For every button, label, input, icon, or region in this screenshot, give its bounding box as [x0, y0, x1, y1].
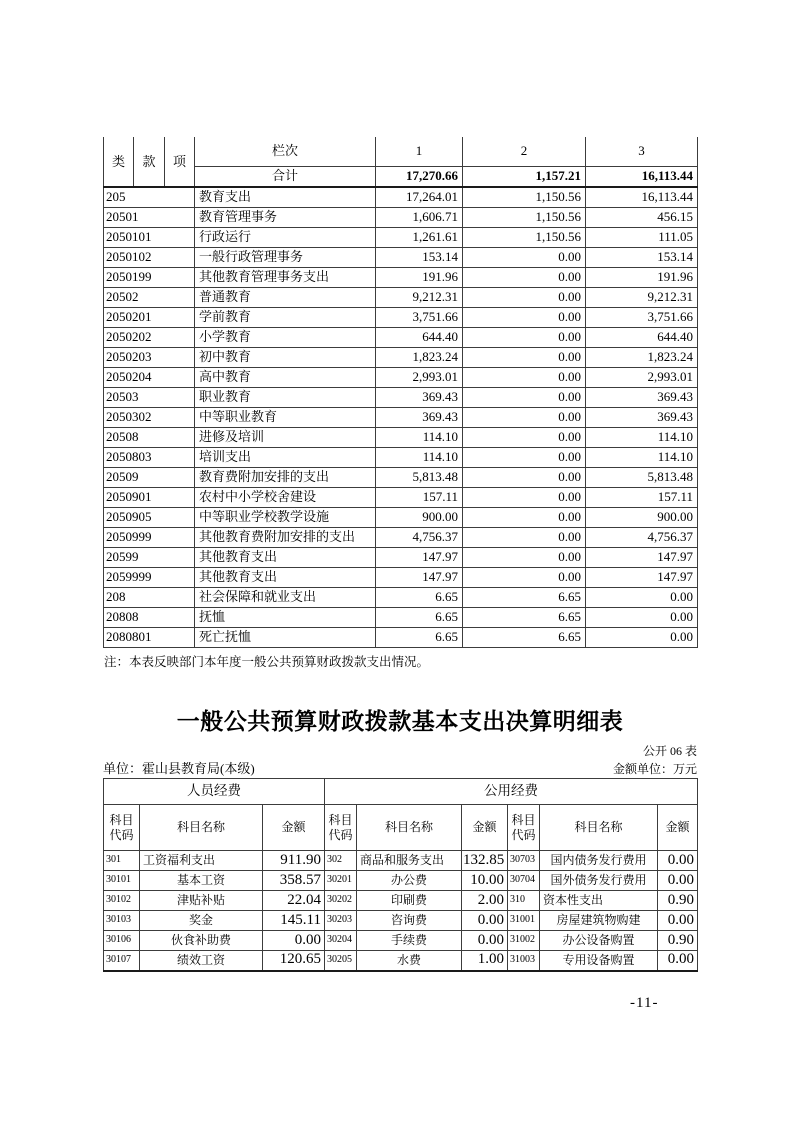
subject-amount: 1.00: [462, 951, 508, 971]
budget-item-name: 社会保障和就业支出: [195, 587, 376, 607]
subject-code: 302: [325, 851, 357, 871]
subject-name: 资本性支出: [540, 891, 658, 911]
table1-row: [104, 267, 698, 287]
budget-item-name: 农村中小学校舍建设: [195, 487, 376, 507]
header-col-1: 1: [376, 137, 463, 166]
budget-item-name: 普通教育: [195, 287, 376, 307]
subject-code: 30703: [508, 851, 540, 871]
budget-code: 2050302: [104, 407, 195, 427]
amount-col-1: 900.00: [376, 507, 463, 527]
budget-code: 2080801: [104, 627, 195, 647]
subject-code: 31002: [508, 931, 540, 951]
amount-col-1: 6.65: [376, 587, 463, 607]
subject-name: 国内债务发行费用: [540, 851, 658, 871]
table1-row: [104, 507, 698, 527]
amount-col-2: 0.00: [463, 467, 586, 487]
amount-col-2: 0.00: [463, 567, 586, 587]
amount-col-3: 369.43: [586, 407, 698, 427]
subject-name: 咨询费: [357, 911, 462, 931]
table1-row: [104, 587, 698, 607]
group-header-public: 公用经费: [325, 779, 698, 805]
header-subject-code-2: 科目代码: [325, 805, 357, 851]
table2-row: [104, 911, 698, 931]
header-section-label: 款: [134, 137, 165, 187]
amount-col-1: 644.40: [376, 327, 463, 347]
table1-row: [104, 627, 698, 647]
budget-code: 20808: [104, 607, 195, 627]
subject-name: 伙食补助费: [140, 931, 263, 951]
amount-col-3: 0.00: [586, 627, 698, 647]
amount-col-2: 0.00: [463, 407, 586, 427]
subject-amount: 0.00: [462, 931, 508, 951]
subject-name: 专用设备购置: [540, 951, 658, 971]
budget-item-name: 初中教育: [195, 347, 376, 367]
subject-amount: 0.90: [658, 931, 698, 951]
table1-row: [104, 447, 698, 467]
amount-col-1: 17,264.01: [376, 187, 463, 207]
subject-code: 30103: [104, 911, 140, 931]
budget-code: 20509: [104, 467, 195, 487]
budget-code: 2050201: [104, 307, 195, 327]
header-class-label: 类: [104, 137, 134, 187]
subject-code: 30203: [325, 911, 357, 931]
subject-amount: 0.00: [658, 951, 698, 971]
subject-amount: 0.90: [658, 891, 698, 911]
amount-col-1: 6.65: [376, 627, 463, 647]
amount-unit-label: 金额单位：万元: [612, 762, 697, 776]
amount-col-1: 2,993.01: [376, 367, 463, 387]
subject-name: 房屋建筑物购建: [540, 911, 658, 931]
subject-code: 30202: [325, 891, 357, 911]
subject-code: 31003: [508, 951, 540, 971]
amount-col-1: 1,261.61: [376, 227, 463, 247]
subject-amount: 0.00: [263, 931, 325, 951]
budget-item-name: 进修及培训: [195, 427, 376, 447]
table2-title: 一般公共预算财政拨款基本支出决算明细表: [176, 708, 624, 734]
header-item-label: 项: [165, 137, 195, 187]
amount-col-3: 3,751.66: [586, 307, 698, 327]
budget-item-name: 抚恤: [195, 607, 376, 627]
budget-code: 20501: [104, 207, 195, 227]
table2-row: [104, 931, 698, 951]
subject-amount: 22.04: [263, 891, 325, 911]
table1-row: [104, 347, 698, 367]
amount-col-2: 0.00: [463, 347, 586, 367]
budget-code: 2050199: [104, 267, 195, 287]
subject-name: 手续费: [357, 931, 462, 951]
amount-col-3: 9,212.31: [586, 287, 698, 307]
subject-amount: 2.00: [462, 891, 508, 911]
budget-code: 2050901: [104, 487, 195, 507]
budget-code: 20599: [104, 547, 195, 567]
subject-amount: 120.65: [263, 951, 325, 971]
amount-col-3: 644.40: [586, 327, 698, 347]
amount-col-1: 157.11: [376, 487, 463, 507]
header-subject-code-3: 科目代码: [508, 805, 540, 851]
amount-col-3: 111.05: [586, 227, 698, 247]
subject-name: 绩效工资: [140, 951, 263, 971]
budget-code: 205: [104, 187, 195, 207]
amount-col-3: 369.43: [586, 387, 698, 407]
total-amount-1: 17,270.66: [376, 166, 463, 187]
amount-col-1: 147.97: [376, 547, 463, 567]
subject-code: 30704: [508, 871, 540, 891]
table1-row: [104, 227, 698, 247]
header-subject-code-1: 科目代码: [104, 805, 140, 851]
reporting-unit-label: 单位：霍山县教育局(本级): [103, 761, 255, 776]
amount-col-2: 1,150.56: [463, 207, 586, 227]
amount-col-1: 369.43: [376, 387, 463, 407]
subject-amount: 10.00: [462, 871, 508, 891]
subject-amount: 911.90: [263, 851, 325, 871]
amount-col-2: 0.00: [463, 327, 586, 347]
amount-col-3: 153.14: [586, 247, 698, 267]
budget-code: 20503: [104, 387, 195, 407]
budget-code: 2050999: [104, 527, 195, 547]
header-col-2: 2: [463, 137, 586, 166]
subject-name: 商品和服务支出: [357, 851, 462, 871]
subject-code: 30204: [325, 931, 357, 951]
subject-amount: 0.00: [462, 911, 508, 931]
amount-col-3: 0.00: [586, 607, 698, 627]
table1-row: [104, 527, 698, 547]
subject-code: 30205: [325, 951, 357, 971]
subject-amount: 0.00: [658, 871, 698, 891]
budget-item-name: 一般行政管理事务: [195, 247, 376, 267]
budget-code: 2050204: [104, 367, 195, 387]
table2-row: [104, 891, 698, 911]
amount-col-2: 0.00: [463, 287, 586, 307]
table1-row: [104, 367, 698, 387]
amount-col-1: 147.97: [376, 567, 463, 587]
table2-meta-row: [103, 758, 697, 777]
amount-col-1: 1,606.71: [376, 207, 463, 227]
amount-col-2: 6.65: [463, 627, 586, 647]
table1-row: [104, 427, 698, 447]
budget-code: 20502: [104, 287, 195, 307]
budget-item-name: 中等职业学校教学设施: [195, 507, 376, 527]
budget-item-name: 学前教育: [195, 307, 376, 327]
amount-col-2: 1,150.56: [463, 227, 586, 247]
total-amount-3: 16,113.44: [586, 166, 698, 187]
amount-col-2: 0.00: [463, 487, 586, 507]
budget-item-name: 死亡抚恤: [195, 627, 376, 647]
header-amount-2: 金额: [462, 805, 508, 851]
budget-item-name: 其他教育费附加安排的支出: [195, 527, 376, 547]
budget-item-name: 教育管理事务: [195, 207, 376, 227]
amount-col-2: 0.00: [463, 527, 586, 547]
subject-name: 水费: [357, 951, 462, 971]
budget-code: 2059999: [104, 567, 195, 587]
amount-col-3: 16,113.44: [586, 187, 698, 207]
amount-col-1: 114.10: [376, 427, 463, 447]
amount-col-2: 6.65: [463, 587, 586, 607]
amount-col-3: 456.15: [586, 207, 698, 227]
amount-col-3: 157.11: [586, 487, 698, 507]
subject-name: 工资福利支出: [140, 851, 263, 871]
table1-row: [104, 327, 698, 347]
budget-item-name: 其他教育支出: [195, 547, 376, 567]
subject-amount: 145.11: [263, 911, 325, 931]
table2-row: [104, 851, 698, 871]
budget-item-name: 行政运行: [195, 227, 376, 247]
subject-name: 印刷费: [357, 891, 462, 911]
budget-code: 2050202: [104, 327, 195, 347]
amount-col-2: 0.00: [463, 427, 586, 447]
budget-code: 2050102: [104, 247, 195, 267]
subject-name: 基本工资: [140, 871, 263, 891]
table1-row: [104, 307, 698, 327]
basic-expenditure-detail-table: [103, 778, 698, 972]
table1-row: [104, 287, 698, 307]
budget-code: 20508: [104, 427, 195, 447]
amount-col-3: 900.00: [586, 507, 698, 527]
amount-col-3: 114.10: [586, 447, 698, 467]
amount-col-1: 369.43: [376, 407, 463, 427]
amount-col-3: 1,823.24: [586, 347, 698, 367]
header-subject-name-3: 科目名称: [540, 805, 658, 851]
table2-group-header-row: [104, 779, 698, 805]
amount-col-3: 4,756.37: [586, 527, 698, 547]
amount-col-2: 0.00: [463, 247, 586, 267]
budget-expenditure-table: [103, 137, 698, 648]
budget-item-name: 职业教育: [195, 387, 376, 407]
page-number: -11-: [630, 995, 659, 1011]
subject-name: 津贴补贴: [140, 891, 263, 911]
amount-col-3: 114.10: [586, 427, 698, 447]
budget-item-name: 培训支出: [195, 447, 376, 467]
subject-amount: 132.85: [462, 851, 508, 871]
subject-name: 国外债务发行费用: [540, 871, 658, 891]
subject-amount: 0.00: [658, 911, 698, 931]
amount-col-1: 9,212.31: [376, 287, 463, 307]
table1-row: [104, 247, 698, 267]
table1-row: [104, 547, 698, 567]
table1-note: 注：本表反映部门本年度一般公共预算财政拨款支出情况。: [104, 655, 430, 669]
budget-code: 2050101: [104, 227, 195, 247]
header-col-3: 3: [586, 137, 698, 166]
amount-col-2: 0.00: [463, 447, 586, 467]
budget-item-name: 小学教育: [195, 327, 376, 347]
amount-col-2: 0.00: [463, 387, 586, 407]
table1-row: [104, 567, 698, 587]
subject-code: 30201: [325, 871, 357, 891]
amount-col-2: 6.65: [463, 607, 586, 627]
header-subject-name-1: 科目名称: [140, 805, 263, 851]
table1-row: [104, 187, 698, 207]
table1-header-row-1: [104, 137, 698, 166]
amount-col-1: 6.65: [376, 607, 463, 627]
amount-col-2: 0.00: [463, 507, 586, 527]
table1-row: [104, 207, 698, 227]
amount-col-1: 1,823.24: [376, 347, 463, 367]
header-subject-name-2: 科目名称: [357, 805, 462, 851]
table1-row: [104, 387, 698, 407]
budget-code: 208: [104, 587, 195, 607]
subject-name: 办公设备购置: [540, 931, 658, 951]
subject-amount: 0.00: [658, 851, 698, 871]
subject-amount: 358.57: [263, 871, 325, 891]
amount-col-2: 0.00: [463, 267, 586, 287]
subject-code: 30102: [104, 891, 140, 911]
group-header-personnel: 人员经费: [104, 779, 325, 805]
budget-code: 2050803: [104, 447, 195, 467]
amount-col-1: 4,756.37: [376, 527, 463, 547]
amount-col-1: 153.14: [376, 247, 463, 267]
amount-col-3: 147.97: [586, 547, 698, 567]
subject-code: 30106: [104, 931, 140, 951]
header-amount-3: 金额: [658, 805, 698, 851]
budget-item-name: 教育费附加安排的支出: [195, 467, 376, 487]
subject-code: 301: [104, 851, 140, 871]
table2-row: [104, 951, 698, 971]
amount-col-3: 5,813.48: [586, 467, 698, 487]
amount-col-2: 0.00: [463, 547, 586, 567]
total-label: 合计: [195, 166, 376, 187]
budget-code: 2050203: [104, 347, 195, 367]
header-amount-1: 金额: [263, 805, 325, 851]
amount-col-3: 191.96: [586, 267, 698, 287]
table2-column-header-row: [104, 805, 698, 851]
amount-col-3: 0.00: [586, 587, 698, 607]
amount-col-2: 1,150.56: [463, 187, 586, 207]
budget-item-name: 其他教育支出: [195, 567, 376, 587]
budget-item-name: 其他教育管理事务支出: [195, 267, 376, 287]
table1-row: [104, 467, 698, 487]
budget-item-name: 中等职业教育: [195, 407, 376, 427]
table2-row: [104, 871, 698, 891]
subject-code: 30107: [104, 951, 140, 971]
amount-col-2: 0.00: [463, 307, 586, 327]
table2-form-code: 公开 06 表: [642, 744, 697, 758]
amount-col-3: 2,993.01: [586, 367, 698, 387]
table1-row: [104, 487, 698, 507]
amount-col-1: 191.96: [376, 267, 463, 287]
header-column-index-label: 栏次: [195, 137, 376, 166]
table1-row: [104, 607, 698, 627]
amount-col-3: 147.97: [586, 567, 698, 587]
subject-code: 310: [508, 891, 540, 911]
amount-col-1: 5,813.48: [376, 467, 463, 487]
subject-name: 奖金: [140, 911, 263, 931]
subject-code: 30101: [104, 871, 140, 891]
subject-name: 办公费: [357, 871, 462, 891]
amount-col-1: 114.10: [376, 447, 463, 467]
table1-row: [104, 407, 698, 427]
budget-item-name: 高中教育: [195, 367, 376, 387]
subject-code: 31001: [508, 911, 540, 931]
amount-col-1: 3,751.66: [376, 307, 463, 327]
amount-col-2: 0.00: [463, 367, 586, 387]
budget-item-name: 教育支出: [195, 187, 376, 207]
total-amount-2: 1,157.21: [463, 166, 586, 187]
budget-code: 2050905: [104, 507, 195, 527]
